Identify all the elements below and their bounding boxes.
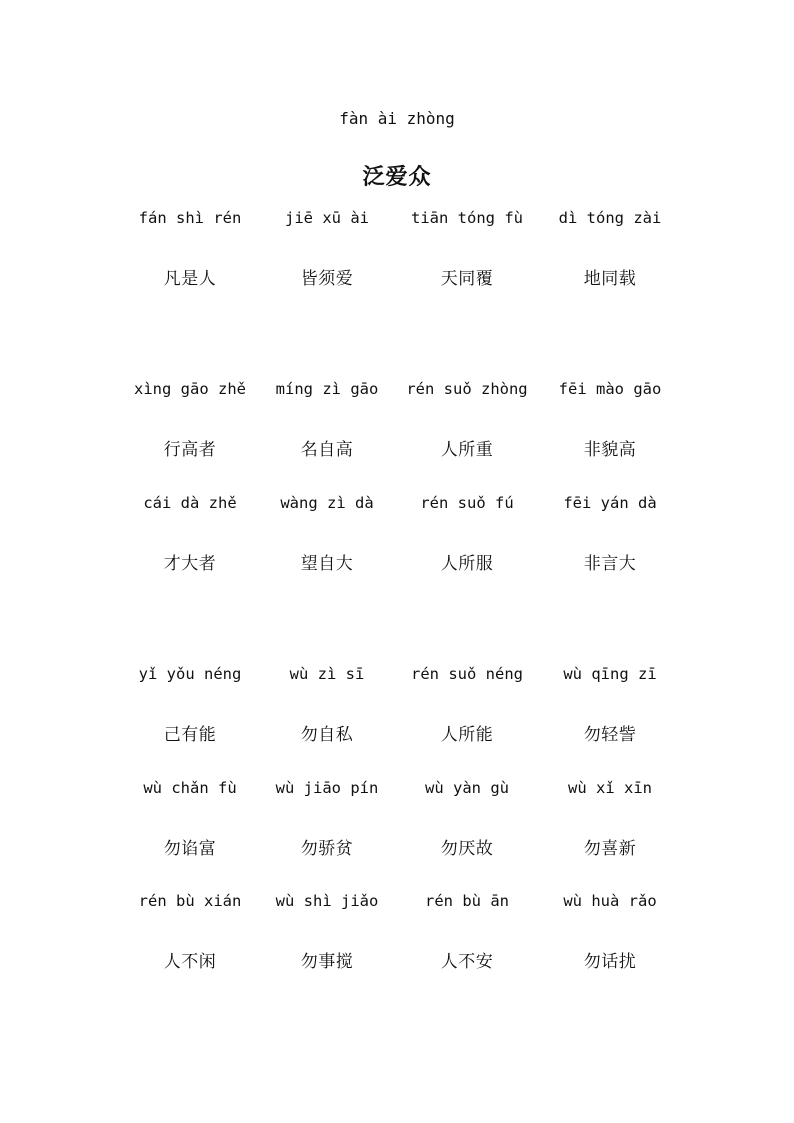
hanzi-phrase: 己有能 — [163, 725, 217, 745]
hanzi-phrase: 勿自私 — [300, 725, 354, 745]
hanzi-phrase: 勿事搅 — [300, 952, 354, 972]
hanzi-phrase: 望自大 — [300, 554, 354, 574]
pinyin-phrase: yǐ yǒu néng — [138, 665, 242, 683]
pinyin-phrase: fēi mào gāo — [558, 380, 662, 398]
pinyin-line — [0, 494, 794, 518]
hanzi-phrase: 勿喜新 — [583, 839, 637, 859]
hanzi-phrase: 人不安 — [440, 952, 494, 972]
pinyin-phrase: fēi yán dà — [563, 494, 657, 512]
hanzi-phrase: 天同覆 — [440, 269, 494, 289]
pinyin-phrase: wù huà rǎo — [563, 892, 657, 910]
hanzi-line — [0, 834, 794, 858]
pinyin-phrase: wù yàn gù — [425, 779, 509, 797]
pinyin-phrase: cái dà zhě — [143, 494, 237, 512]
pinyin-phrase: rén bù ān — [425, 892, 509, 910]
pinyin-phrase: wù chǎn fù — [143, 779, 237, 797]
pinyin-phrase: wù xǐ xīn — [568, 779, 652, 797]
pinyin-phrase: wàng zì dà — [280, 494, 374, 512]
hanzi-phrase: 人所能 — [440, 725, 494, 745]
pinyin-phrase: rén bù xián — [138, 892, 242, 910]
hanzi-phrase: 才大者 — [163, 554, 217, 574]
pinyin-phrase: jiē xū ài — [285, 209, 369, 227]
hanzi-phrase: 非言大 — [583, 554, 637, 574]
pinyin-phrase: rén suǒ néng — [411, 665, 523, 683]
hanzi-phrase: 人所服 — [440, 554, 494, 574]
pinyin-phrase: xìng gāo zhě — [134, 380, 246, 398]
pinyin-phrase: rén suǒ fú — [420, 494, 514, 512]
hanzi-phrase: 行高者 — [163, 440, 217, 460]
pinyin-phrase: wù shì jiǎo — [275, 892, 379, 910]
hanzi-phrase: 勿轻訾 — [583, 725, 637, 745]
pinyin-line — [0, 209, 794, 233]
pinyin-phrase: míng zì gāo — [275, 380, 379, 398]
pinyin-line — [0, 779, 794, 803]
hanzi-phrase: 地同载 — [583, 269, 637, 289]
hanzi-phrase: 非貌高 — [583, 440, 637, 460]
pinyin-phrase: dì tóng zài — [558, 209, 662, 227]
hanzi-phrase: 皆须爱 — [300, 269, 354, 289]
hanzi-phrase: 勿谄富 — [163, 839, 217, 859]
pinyin-line — [0, 892, 794, 916]
hanzi-phrase: 名自高 — [300, 440, 354, 460]
hanzi-line — [0, 435, 794, 459]
pinyin-phrase: wù zì sī — [289, 665, 365, 683]
pinyin-line — [0, 665, 794, 689]
pinyin-phrase: fán shì rén — [138, 209, 242, 227]
hanzi-phrase: 勿骄贫 — [300, 839, 354, 859]
pinyin-line — [0, 380, 794, 404]
hanzi-phrase: 凡是人 — [163, 269, 217, 289]
hanzi-line — [0, 264, 794, 288]
hanzi-phrase: 人不闲 — [163, 952, 217, 972]
pinyin-phrase: tiān tóng fù — [411, 209, 523, 227]
title-hanzi: 泛爱众 — [362, 164, 432, 190]
pinyin-phrase: rén suǒ zhòng — [406, 380, 528, 398]
title-pinyin: fàn ài zhòng — [339, 109, 455, 128]
pinyin-phrase: wù jiāo pín — [275, 779, 379, 797]
hanzi-line — [0, 720, 794, 744]
hanzi-phrase: 勿厌故 — [440, 839, 494, 859]
hanzi-line — [0, 947, 794, 971]
hanzi-phrase: 人所重 — [440, 440, 494, 460]
hanzi-line — [0, 549, 794, 573]
hanzi-phrase: 勿话扰 — [583, 952, 637, 972]
pinyin-phrase: wù qīng zī — [563, 665, 657, 683]
